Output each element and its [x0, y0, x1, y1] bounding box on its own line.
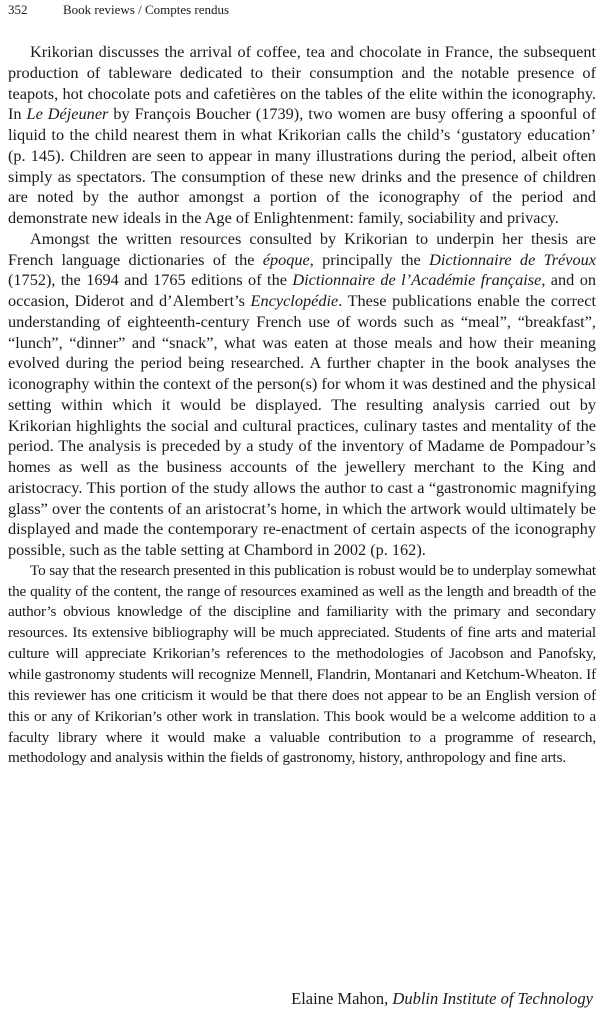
italic-text: Dictionnaire de l’Académie française	[292, 270, 542, 290]
reviewer-signature	[291, 989, 593, 1009]
running-header	[8, 2, 229, 18]
italic-text: Le Déjeuner	[26, 104, 109, 124]
paragraph-2	[8, 229, 596, 561]
text-run: by François Boucher (1739), two women are busy offering a spoonful of liquid to the child nearest them in what Krikorian calls the child’s ‘gustatory education’ (p. 145). Children are seen to appear in many illustrations during the period, albeit often simply as spectators. The consumption of these new drinks and the presence of children are noted by the author amongst a portion of the iconography of the period and demonstrate new ideals in the Age of Enlightenment: family, sociability and privacy.	[8, 104, 596, 227]
text-run: , and on occasion, Diderot and d’Alembert’s	[8, 270, 597, 310]
text-run: (1752), the 1694 and 1765 editions of the	[8, 270, 293, 290]
text-run: , principally the	[309, 249, 430, 269]
paragraph-3	[8, 561, 596, 769]
reviewer-affiliation: Dublin Institute of Technology	[392, 989, 593, 1008]
paragraph-1	[8, 42, 596, 229]
reviewer-name: Elaine Mahon,	[291, 989, 393, 1008]
text-run: To say that the research presented in this publication is robust would be to underplay somewhat the quality of the content, the range of resources examined as well as the length and breadth of the author’s obvious knowledge of the discipline and familiarity with the primary and secondary resources. Its extensive bibliography will be much appreciated. Students of fine arts and material culture will appreciate Krikorian’s references to the methodologies of Jacobson and Panofsky, while gastronomy students will recognize Mennell, Flandrin, Montanari and Ketchum-Wheaton. If this reviewer has one criticism it would be that there does not appear to be an English version of this or any of Krikorian’s other work in translation. This book would be a welcome addition to a faculty library where it would make a valuable contribution to a programme of research, methodology and analysis within the fields of gastronomy, history, anthropology and fine arts.	[8, 561, 596, 767]
running-title: Book reviews / Comptes rendus	[63, 2, 230, 17]
italic-text: Dictionnaire de Trévoux	[429, 249, 597, 269]
text-run: . These publications enable the correct understanding of eighteenth-century French use of words such as “meal”, “breakfast”, “lunch”, “dinner” and “snack”, what was eaten at those meals and how their meaning evolved during the period being researched. A further chapter in the book analyses the iconography within the context of the person(s) for whom it was destined and the physical setting within which it would be displayed. The resulting analysis carried out by Krikorian highlights the social and cultural practices, culinary tastes and mentality of the period. The analysis is preceded by a study of the inventory of Madame de Pompadour’s homes as well as the business accounts of the jewellery merchant to the King and aristocracy. This portion of the study allows the author to cast a “gastronomic magnifying glass” over the contents of an aristocrat’s home, in which the artwork would ultimately be displayed and made the contemporary re-enactment of certain aspects of the iconography possible, such as the table setting at Chambord in 2002 (p. 162).	[8, 291, 596, 559]
italic-text: époque	[262, 249, 310, 269]
review-body	[8, 42, 596, 769]
text-run: Amongst the written resources consulted by Krikorian to underpin her thesis are French language dictionaries of the	[8, 228, 596, 269]
text-run: Krikorian discusses the arrival of coffee, tea and chocolate in France, the subsequent production of tableware dedicated to their consumption and the notable presence of teapots, hot chocolate pots and cafetières on the tables of the elite within the iconography. In	[8, 42, 596, 124]
page-number: 352	[8, 2, 28, 17]
italic-text: Encyclopédie	[250, 291, 339, 310]
